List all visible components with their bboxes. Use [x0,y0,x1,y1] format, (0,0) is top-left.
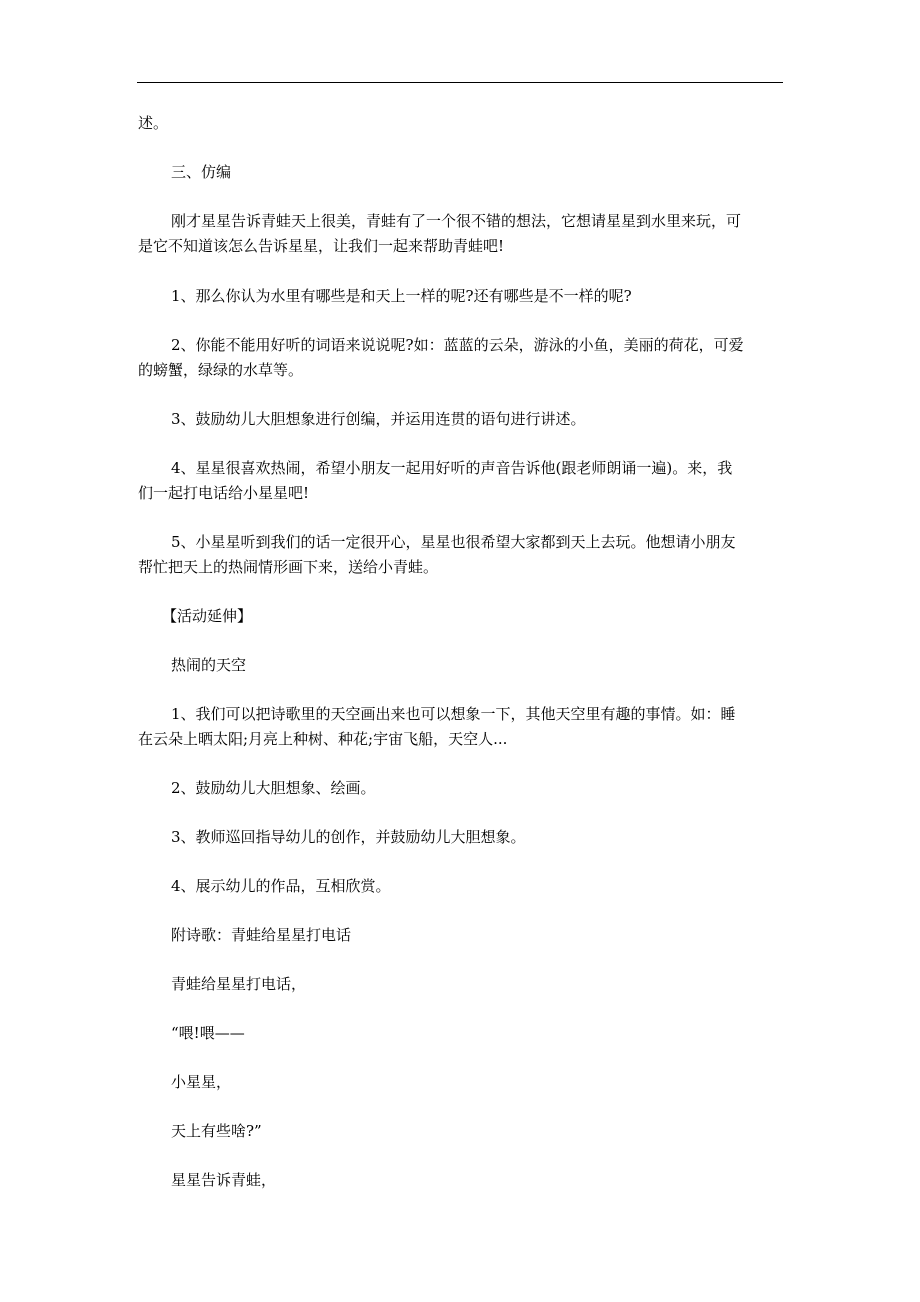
poem-line-4: 天上有些啥?” [171,1122,262,1140]
poem-line-2: “喂!喂—— [171,1024,245,1042]
extension-item-3: 3、教师巡回指导幼儿的创作，并鼓励幼儿大胆想象。 [171,828,526,846]
header-rule [137,82,783,83]
extension-item-4: 4、展示幼儿的作品，互相欣赏。 [171,877,391,895]
extension-item-1: 1、我们可以把诗歌里的天空画出来也可以想象一下，其他天空里有趣的事情。如：睡 在云朵上晒太阳;月亮上种树、种花;宇宙飞船，天空人... [138,705,736,748]
list-item-5: 5、小星星听到我们的话一定很开心，星星也很希望大家都到天上去玩。他想请小朋友 帮忙把天上的热闹情形画下来，送给小青蛙。 [138,533,736,576]
poem-line-5: 星星告诉青蛙， [171,1171,277,1189]
section-heading-extension: 【活动延伸】 [162,607,253,625]
paragraph-continuation: 述。 [138,114,169,132]
list-item-3: 3、鼓励幼儿大胆想象进行创编，并运用连贯的语句进行讲述。 [171,410,586,428]
poem-title: 附诗歌：青蛙给星星打电话 [171,926,352,944]
section-heading-imitation: 三、仿编 [171,163,232,181]
poem-line-1: 青蛙给星星打电话， [171,975,307,993]
subheading-lively-sky: 热闹的天空 [171,656,247,674]
list-item-1: 1、那么你认为水里有哪些是和天上一样的呢?还有哪些是不一样的呢? [171,287,632,305]
list-item-4: 4、星星很喜欢热闹，希望小朋友一起用好听的声音告诉他(跟老师朗诵一遍)。来，我 们一起打电话给小星星吧! [138,459,733,502]
paragraph-intro: 刚才星星告诉青蛙天上很美，青蛙有了一个很不错的想法，它想请星星到水里来玩，可 是它不知道该怎么告诉星星，让我们一起来帮助青蛙吧! [138,212,742,255]
extension-item-2: 2、鼓励幼儿大胆想象、绘画。 [171,779,376,797]
poem-line-3: 小星星， [171,1073,232,1091]
list-item-2: 2、你能不能用好听的词语来说说呢?如：蓝蓝的云朵，游泳的小鱼，美丽的荷花，可爱 的螃蟹，绿绿的水草等。 [138,336,744,379]
